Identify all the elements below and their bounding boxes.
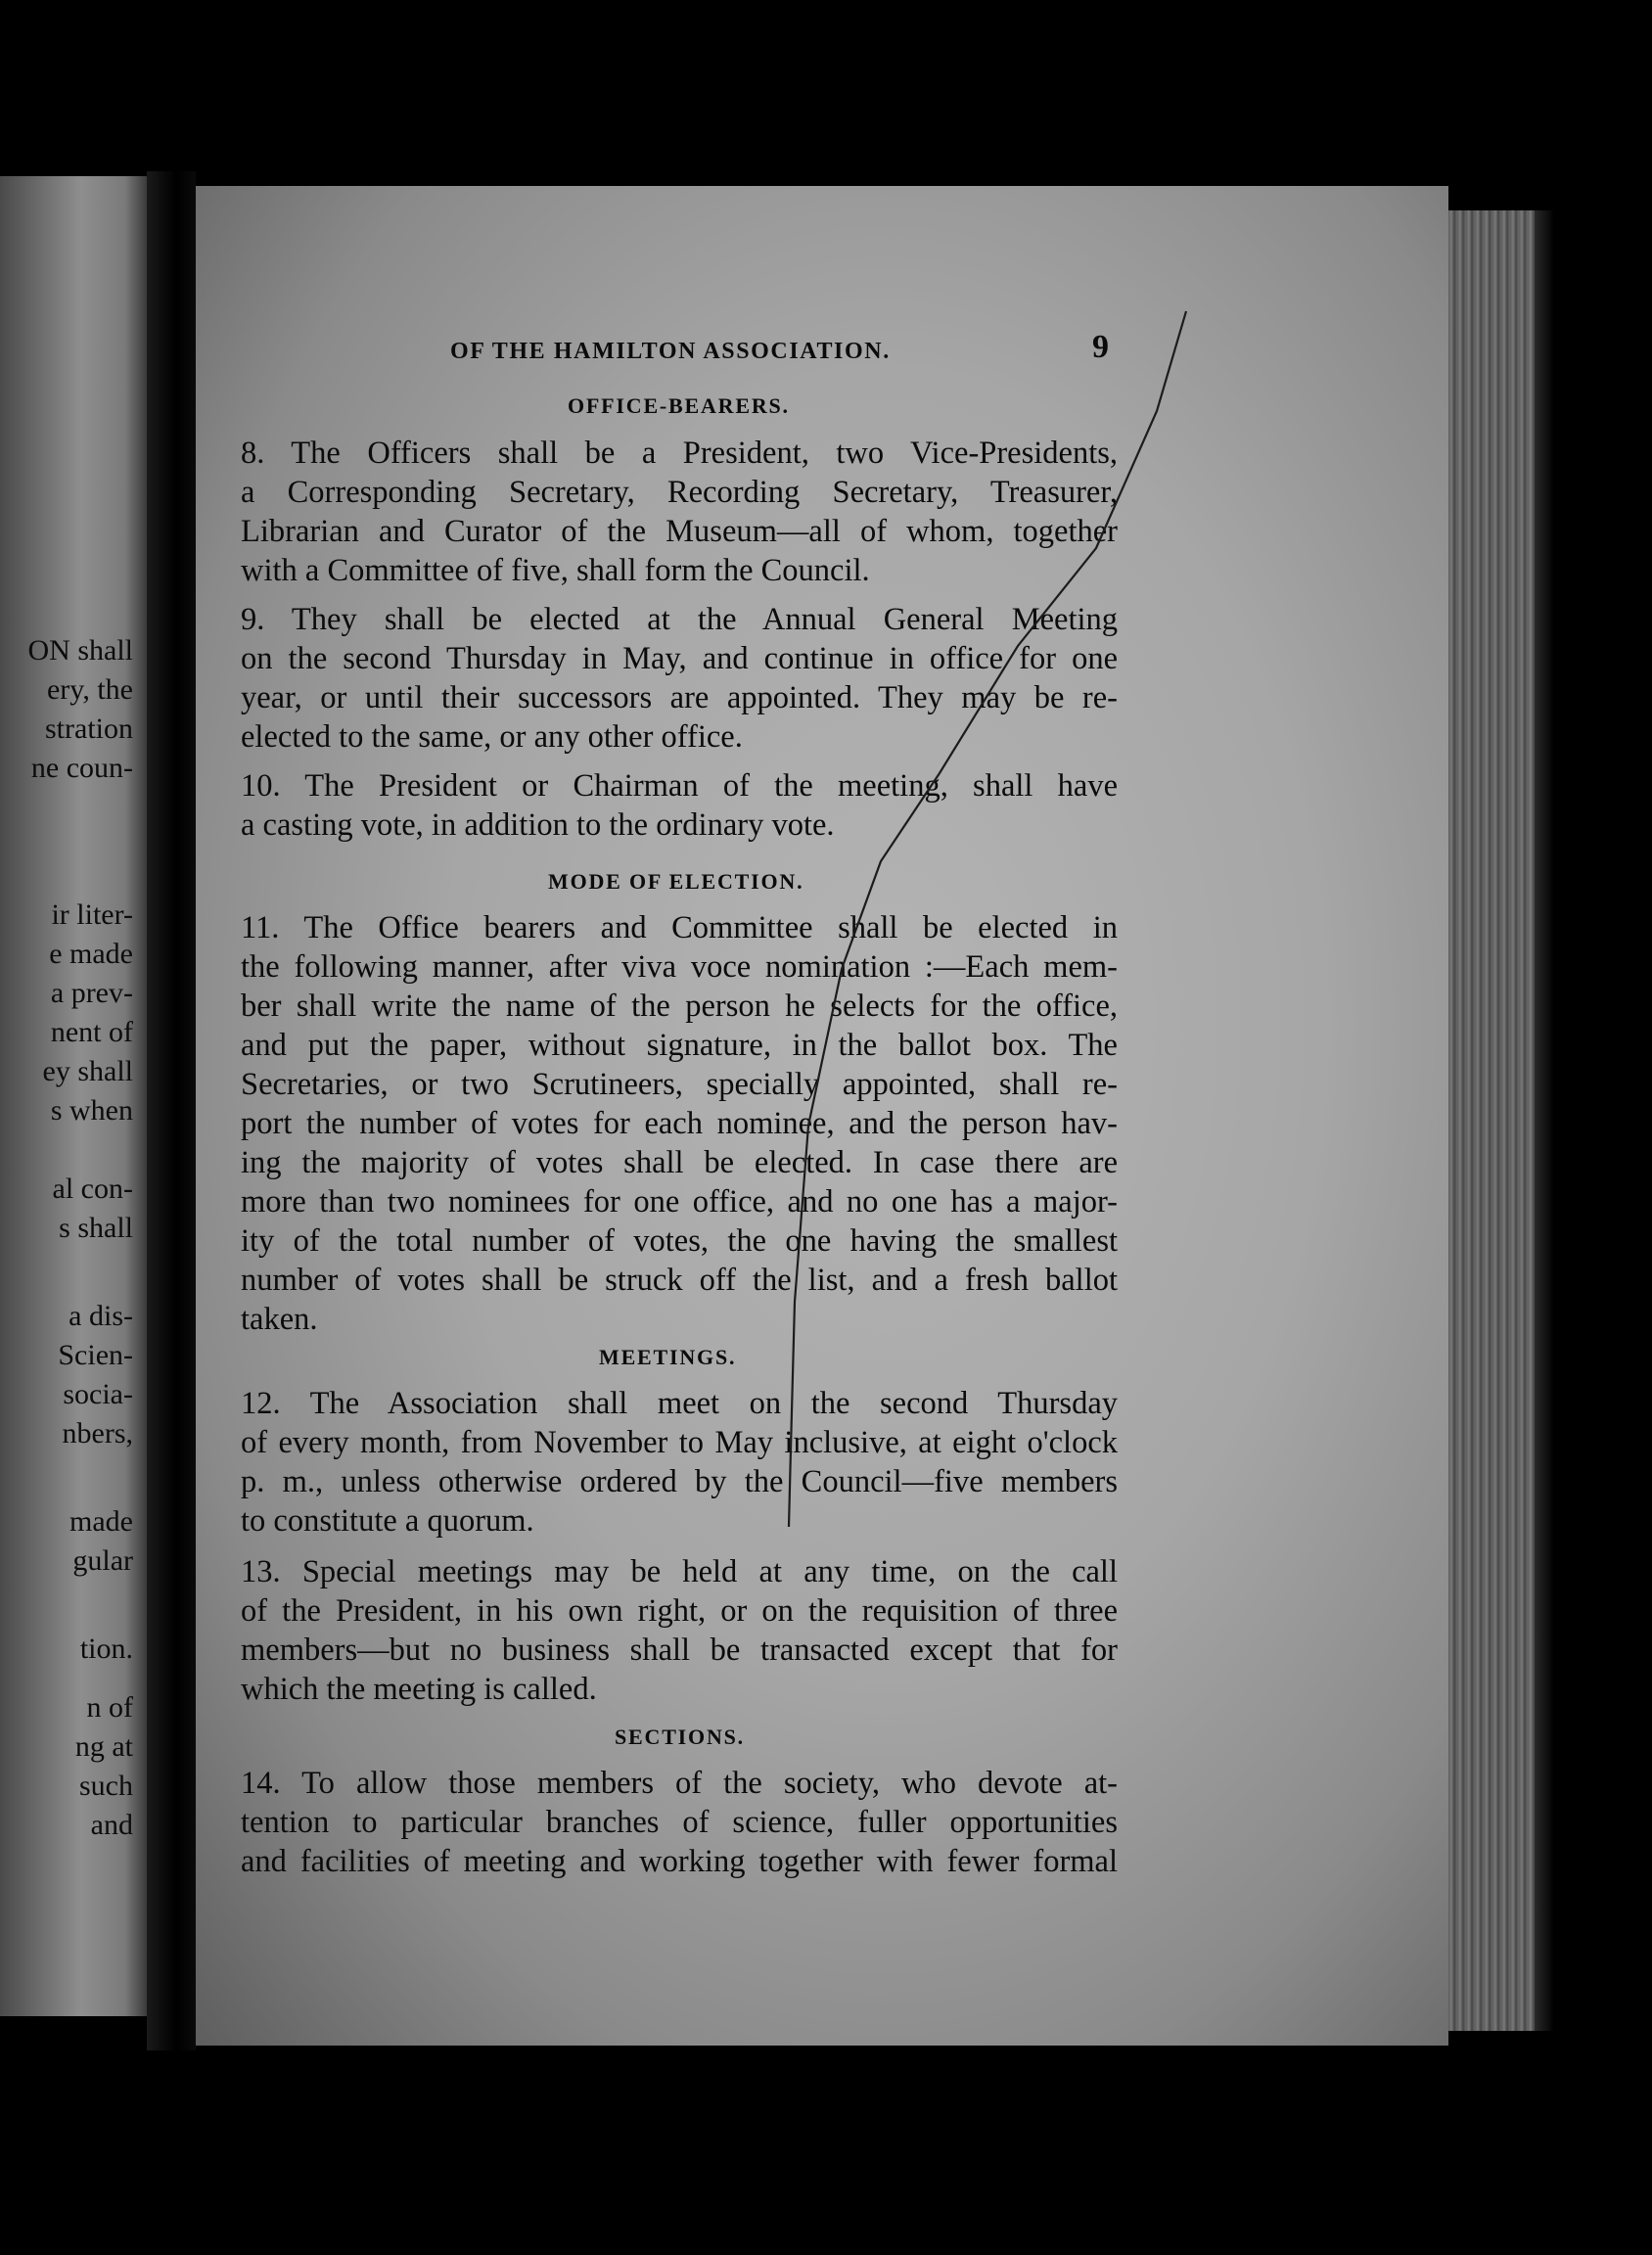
left-fragment: stration [45,713,133,745]
text-line: members—but no business shall be transacted except that for [241,1633,1118,1668]
left-fragment: ON shall [27,634,133,667]
heading-sections: SECTIONS. [615,1725,745,1749]
left-fragment: a dis- [69,1300,133,1332]
text-line: the following manner, after viva voce nomination :—Each mem- [241,949,1118,985]
text-line: 9. They shall be elected at the Annual General Meeting [241,602,1118,637]
page-number: 9 [1092,329,1109,365]
text-line: 8. The Officers shall be a President, two Vice-Presidents, [241,436,1118,471]
left-fragment: ng at [74,1730,133,1763]
text-line: elected to the same, or any other office. [241,719,743,755]
text-line: a casting vote, in addition to the ordinary vote. [241,807,835,843]
heading-mode-of-election: MODE OF ELECTION. [548,869,804,894]
text-line: number of votes shall be struck off the list, and a fresh ballot [241,1263,1118,1298]
text-line: 14. To allow those members of the society, who devote at- [241,1766,1118,1801]
text-line: of every month, from November to May inclusive, at eight o'clock [241,1425,1118,1460]
text-line: 10. The President or Chairman of the meeting, shall have [241,768,1118,804]
text-line: 13. Special meetings may be held at any time, on the call [241,1554,1118,1589]
left-fragment: ey shall [42,1055,133,1087]
text-line: ing the majority of votes shall be elected. In case there are [241,1145,1118,1180]
left-fragment: nbers, [62,1417,133,1450]
text-line: tention to particular branches of science, fuller opportunities [241,1805,1118,1840]
text-line: p. m., unless otherwise ordered by the Council—five members [241,1464,1118,1499]
text-line: and facilities of meeting and working together with fewer formal [241,1844,1118,1879]
heading-office-bearers: OFFICE-BEARERS. [568,393,790,418]
text-line: which the meeting is called. [241,1672,597,1707]
heading-meetings: MEETINGS. [599,1345,737,1369]
left-fragment: a prev- [50,977,133,1009]
left-fragment: gular [72,1544,133,1577]
text-line: taken. [241,1302,318,1337]
left-fragment: ir liter- [51,898,133,931]
text-line: on the second Thursday in May, and continue in office for one [241,641,1118,676]
text-line: of the President, in his own right, or on the requisition of three [241,1593,1118,1629]
left-fragment: and [90,1809,133,1841]
text-line: Librarian and Curator of the Museum—all of whom, together [241,514,1118,549]
text-line: ity of the total number of votes, the one having the smallest [241,1223,1118,1259]
left-fragment: s shall [59,1212,133,1244]
pencil-line [789,311,1186,1527]
text-line: port the number of votes for each nominee, and the person hav- [241,1106,1118,1141]
text-line: 12. The Association shall meet on the second Thursday [241,1386,1118,1421]
left-fragment: tion. [79,1633,133,1665]
left-fragment: ne coun- [30,752,133,784]
left-fragment: socia- [63,1378,133,1410]
left-fragment: such [79,1770,133,1802]
text-line: 11. The Office bearers and Committee shall be elected in [241,910,1118,945]
text-line: a Corresponding Secretary, Recording Secretary, Treasurer, [241,475,1118,510]
left-fragment: Scien- [58,1339,133,1371]
left-fragment: made [69,1505,133,1538]
text-line: more than two nominees for one office, and no one has a major- [241,1184,1118,1220]
left-fragment: n of [86,1691,133,1724]
left-fragment: nent of [50,1016,133,1048]
text-line: with a Committee of five, shall form the Council. [241,553,870,588]
left-fragment: al con- [52,1173,133,1205]
running-head: OF THE HAMILTON ASSOCIATION. [450,339,891,364]
text-line: Secretaries, or two Scrutineers, specially appointed, shall re- [241,1067,1118,1102]
left-fragment: ery, the [46,673,133,706]
left-fragment: e made [49,938,133,970]
text-line: to constitute a quorum. [241,1503,534,1539]
text-line: ber shall write the name of the person he selects for the office, [241,989,1118,1024]
text-line: and put the paper, without signature, in the ballot box. The [241,1028,1118,1063]
left-fragment: s when [50,1094,133,1127]
text-line: year, or until their successors are appointed. They may be re- [241,680,1118,715]
